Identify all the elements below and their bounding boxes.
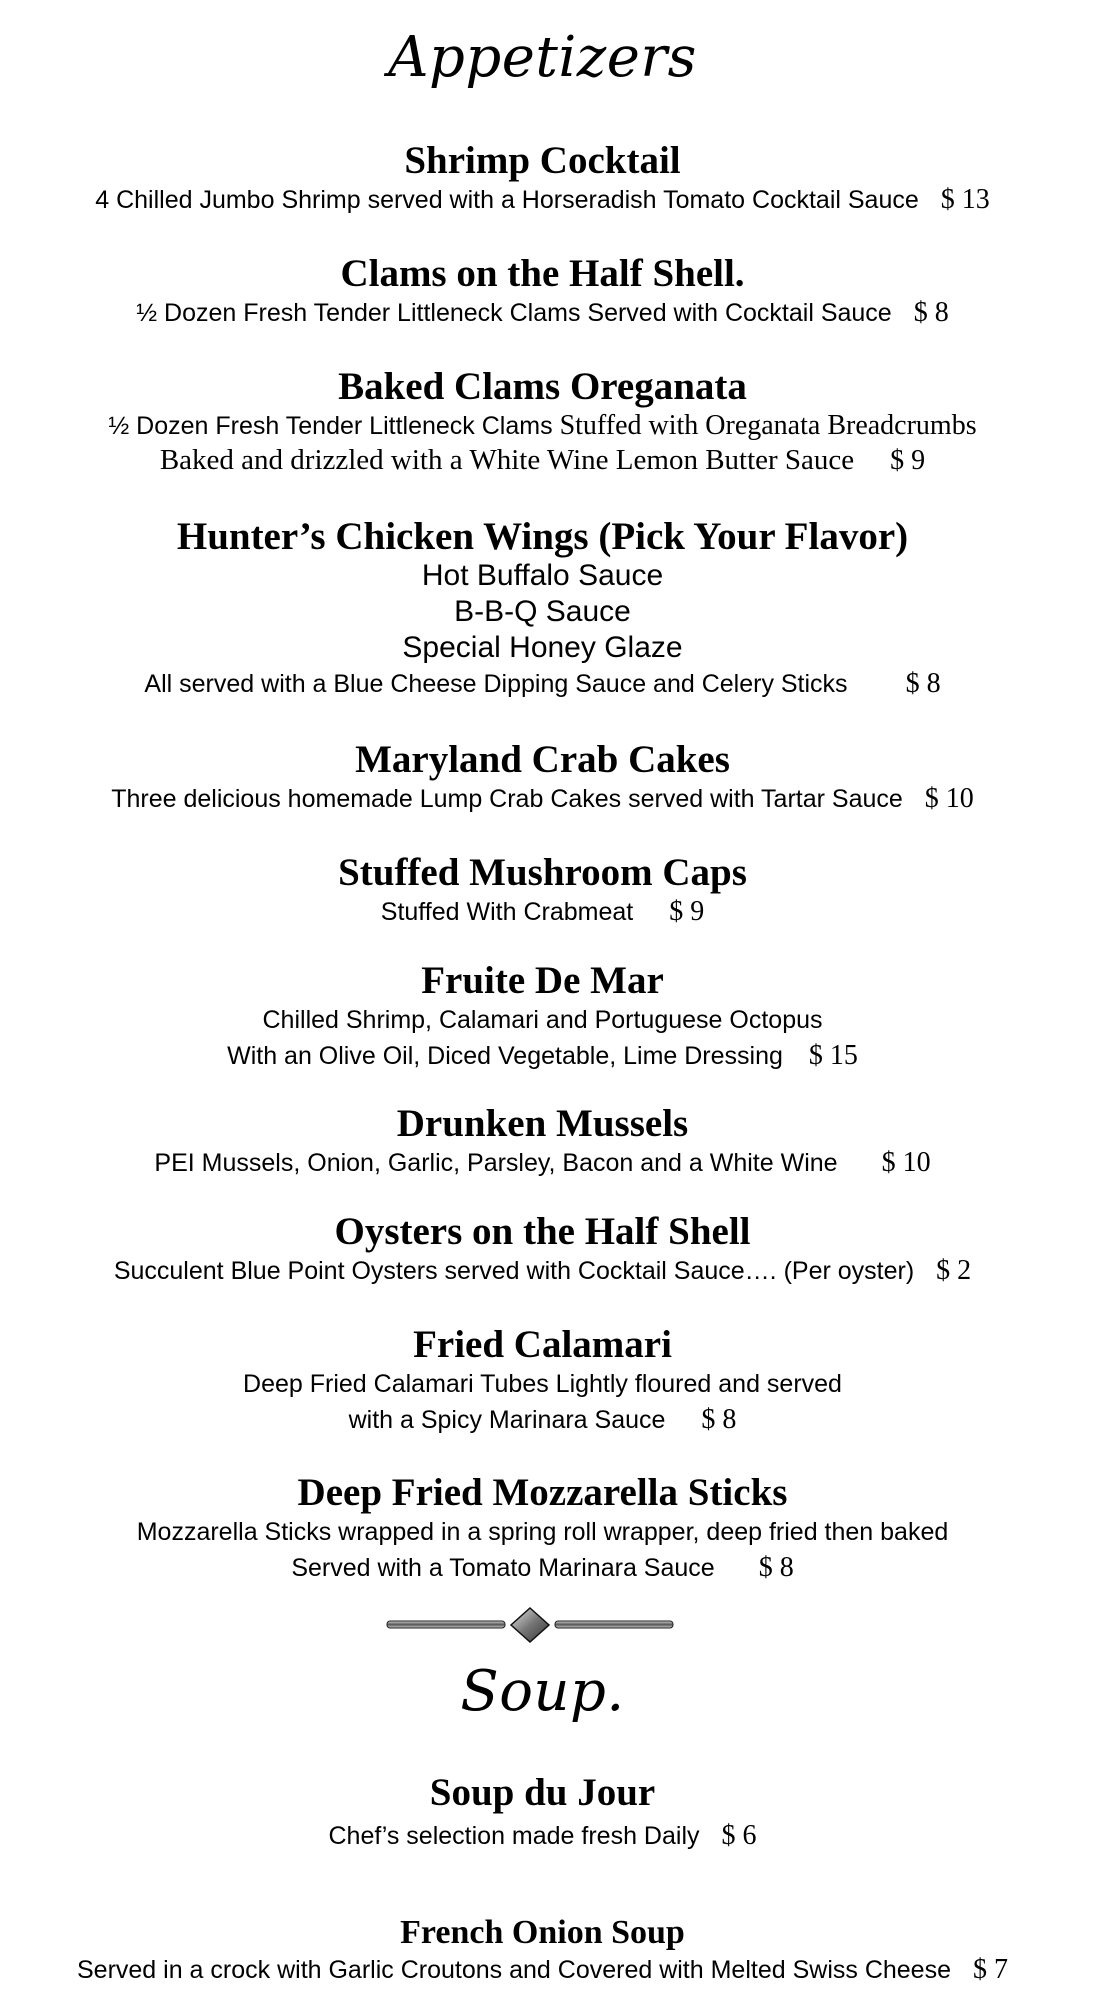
item-description: All served with a Blue Cheese Dipping Sauce and Celery Sticks $ 8 — [144, 668, 941, 699]
item-name: Maryland Crab Cakes — [355, 738, 730, 781]
menu-item-crab-cakes — [0, 739, 1085, 817]
menu-item-shrimp-cocktail — [0, 140, 1085, 218]
menu-item-oysters — [0, 1211, 1085, 1289]
appetizers-title: Appetizers — [388, 25, 697, 90]
item-price: $ 8 — [758, 1552, 794, 1583]
divider-ornament — [385, 1607, 675, 1643]
menu-item-chicken-wings — [0, 516, 1085, 702]
item-price: $ 10 — [924, 783, 974, 814]
flavor-option: Hot Buffalo Sauce — [421, 559, 664, 592]
item-price: $ 13 — [940, 184, 990, 215]
menu-item-french-onion-soup — [0, 1914, 1085, 1988]
menu-item-soup-du-jour — [0, 1772, 1085, 1854]
item-name: Fried Calamari — [413, 1323, 672, 1366]
item-price: $ 8 — [905, 668, 941, 699]
item-description: ½ Dozen Fresh Tender Littleneck Clams Served with Cocktail Sauce $ 8 — [136, 297, 949, 328]
item-price: $ 7 — [973, 1954, 1008, 1985]
item-name: Hunter’s Chicken Wings (Pick Your Flavor) — [176, 515, 909, 558]
item-description-2: Served with a Tomato Marinara Sauce $ 8 — [291, 1552, 794, 1583]
menu-item-fruite-de-mar — [0, 960, 1085, 1074]
item-description: PEI Mussels, Onion, Garlic, Parsley, Bacon and a White Wine $ 10 — [154, 1147, 931, 1178]
item-price: $ 9 — [669, 896, 705, 927]
item-description: Served in a crock with Garlic Croutons and Covered with Melted Swiss Cheese $ 7 — [77, 1954, 1008, 1985]
item-description-2: Baked and drizzled with a White Wine Lemon Butter Sauce $ 9 — [159, 444, 926, 476]
item-name: Shrimp Cocktail — [404, 139, 681, 182]
item-name: Soup du Jour — [429, 1771, 656, 1814]
item-description: 4 Chilled Jumbo Shrimp served with a Horseradish Tomato Cocktail Sauce $ 13 — [95, 184, 990, 215]
item-name: French Onion Soup — [400, 1914, 685, 1951]
item-description: ½ Dozen Fresh Tender Littleneck Clams Stuffed with Oreganata Breadcrumbs — [108, 410, 977, 441]
item-price: $ 6 — [721, 1820, 757, 1851]
item-price: $ 8 — [701, 1404, 737, 1435]
item-description: Deep Fried Calamari Tubes Lightly floured and served — [243, 1370, 842, 1398]
item-name: Fruite De Mar — [421, 959, 664, 1002]
item-price: $ 8 — [913, 297, 949, 328]
item-name: Oysters on the Half Shell — [334, 1210, 751, 1253]
item-price: $ 15 — [808, 1040, 858, 1071]
item-description: Succulent Blue Point Oysters served with Cocktail Sauce…. (Per oyster) $ 2 — [113, 1255, 972, 1286]
menu-item-mozzarella-sticks — [0, 1472, 1085, 1586]
menu-item-fried-calamari — [0, 1324, 1085, 1438]
item-description: Three delicious homemade Lump Crab Cakes served with Tartar Sauce $ 10 — [111, 783, 974, 814]
soup-title: Soup. — [460, 1659, 625, 1724]
item-price: $ 2 — [936, 1255, 972, 1286]
item-description: Stuffed With Crabmeat $ 9 — [380, 896, 705, 927]
item-price: $ 10 — [881, 1147, 931, 1178]
item-name: Clams on the Half Shell. — [340, 252, 745, 295]
menu-item-clams-half-shell — [0, 253, 1085, 331]
item-name: Deep Fried Mozzarella Sticks — [297, 1471, 788, 1514]
menu-item-baked-clams — [0, 366, 1085, 479]
item-description-2: with a Spicy Marinara Sauce $ 8 — [348, 1404, 737, 1435]
item-name: Baked Clams Oreganata — [338, 365, 747, 408]
menu-item-stuffed-mushrooms — [0, 852, 1085, 930]
menu-item-drunken-mussels — [0, 1103, 1085, 1181]
item-description: Chilled Shrimp, Calamari and Portuguese Octopus — [262, 1006, 823, 1034]
item-name: Stuffed Mushroom Caps — [338, 851, 747, 894]
flavor-option: B-B-Q Sauce — [454, 595, 631, 628]
item-description: Chef’s selection made fresh Daily $ 6 — [328, 1820, 757, 1851]
item-description-2: With an Olive Oil, Diced Vegetable, Lime Dressing $ 15 — [227, 1040, 858, 1071]
item-price: $ 9 — [890, 445, 926, 476]
item-description: Mozzarella Sticks wrapped in a spring roll wrapper, deep fried then baked — [136, 1518, 949, 1546]
item-name: Drunken Mussels — [396, 1102, 689, 1145]
flavor-option: Special Honey Glaze — [402, 631, 683, 664]
